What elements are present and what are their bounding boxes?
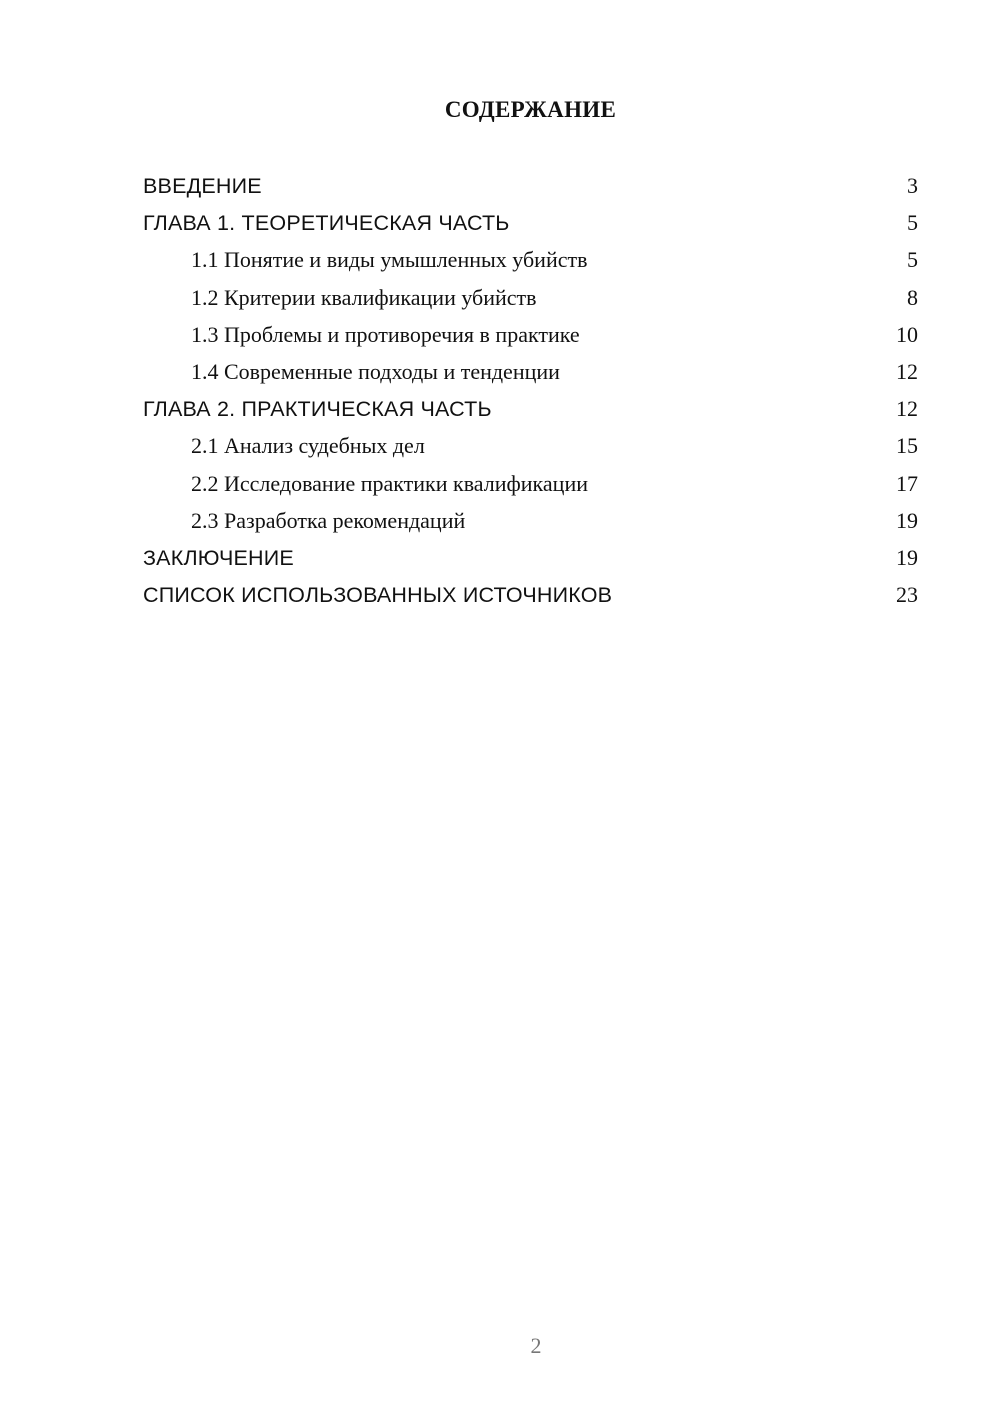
page-number: 2: [530, 1333, 542, 1358]
toc-entry-introduction[interactable]: [143, 167, 918, 204]
toc-entry-page: 17: [896, 470, 918, 496]
toc-entry-section-1-1[interactable]: [143, 241, 918, 278]
toc-entry-label: ВВЕДЕНИЕ: [143, 174, 262, 198]
table-of-contents: [143, 167, 918, 613]
toc-entry-label: ГЛАВА 1. ТЕОРЕТИЧЕСКАЯ ЧАСТЬ: [143, 211, 510, 236]
toc-entry-label: 1.4 Современные подходы и тенденции: [191, 358, 560, 384]
toc-entry-section-2-1[interactable]: [143, 427, 918, 464]
toc-entry-label: 1.2 Критерии квалификации убийств: [191, 284, 537, 310]
toc-entry-page: 23: [896, 582, 918, 608]
toc-entry-section-1-3[interactable]: [143, 316, 918, 353]
toc-entry-page: 5: [907, 210, 918, 236]
toc-entry-label: СПИСОК ИСПОЛЬЗОВАННЫХ ИСТОЧНИКОВ: [143, 583, 613, 608]
toc-entry-conclusion[interactable]: [143, 539, 918, 576]
toc-entry-section-1-2[interactable]: [143, 279, 918, 316]
toc-entry-chapter-2[interactable]: [143, 390, 918, 427]
toc-entry-section-2-2[interactable]: [143, 465, 918, 502]
toc-title: СОДЕРЖАНИЕ: [444, 97, 617, 122]
toc-entry-label: 1.1 Понятие и виды умышленных убийств: [191, 247, 588, 273]
toc-entry-label: 2.2 Исследование практики квалификации: [191, 470, 588, 496]
toc-entry-section-2-3[interactable]: [143, 502, 918, 539]
toc-entry-label: ГЛАВА 2. ПРАКТИЧЕСКАЯ ЧАСТЬ: [143, 397, 492, 422]
toc-entry-page: 15: [896, 433, 918, 459]
toc-entry-label: 2.1 Анализ судебных дел: [191, 433, 425, 459]
toc-entry-references[interactable]: [143, 576, 918, 613]
toc-entry-page: 3: [907, 173, 918, 198]
toc-entry-page: 8: [907, 284, 918, 310]
toc-entry-page: 5: [907, 247, 918, 273]
toc-entry-label: ЗАКЛЮЧЕНИЕ: [143, 545, 294, 570]
toc-entry-page: 19: [896, 507, 918, 533]
toc-entry-label: 2.3 Разработка рекомендаций: [191, 507, 466, 533]
toc-entry-page: 19: [896, 544, 918, 570]
toc-entry-section-1-4[interactable]: [143, 353, 918, 390]
toc-entry-chapter-1[interactable]: [143, 204, 918, 241]
toc-entry-page: 10: [896, 321, 918, 347]
toc-entry-label: 1.3 Проблемы и противоречия в практике: [191, 321, 580, 347]
toc-entry-page: 12: [896, 396, 918, 422]
toc-entry-page: 12: [896, 358, 918, 384]
